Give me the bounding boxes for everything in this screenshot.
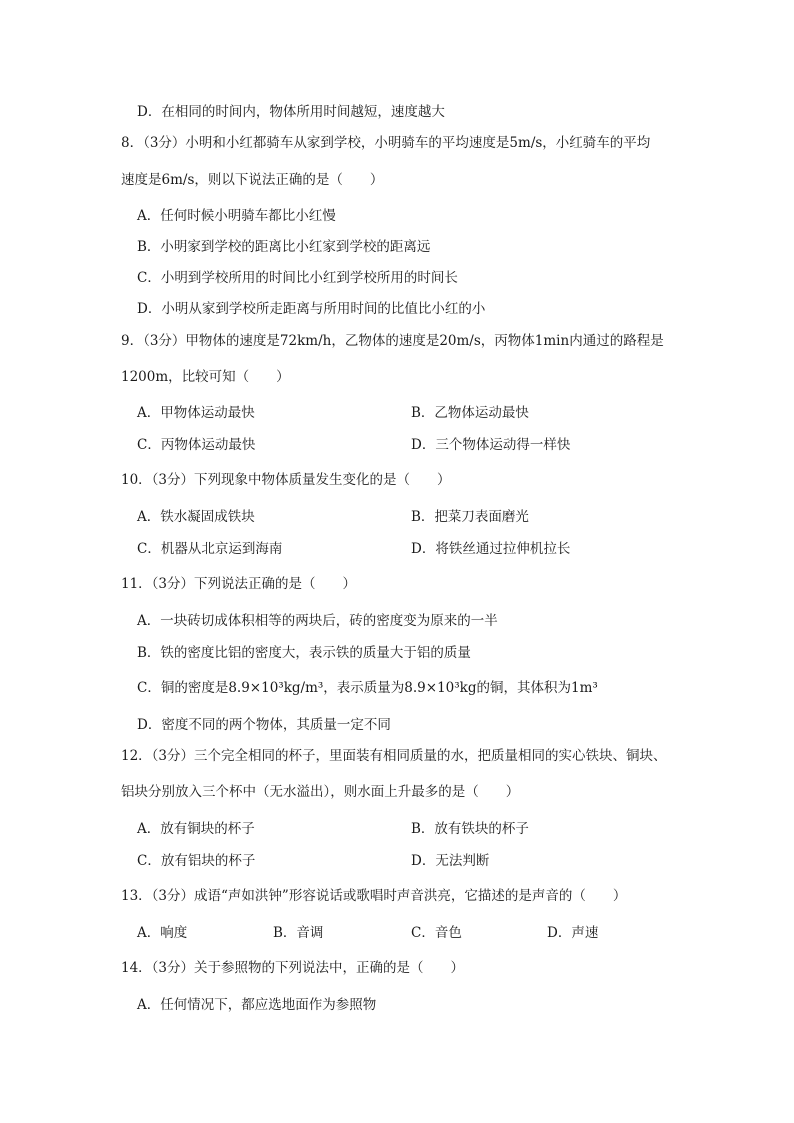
q11-option-b[interactable]: B．铁的密度比铝的密度大，表示铁的质量大于铝的质量 — [137, 645, 471, 661]
q10-option-c[interactable]: C．机器从北京运到海南 — [137, 541, 283, 557]
q12-option-a[interactable]: A．放有铜块的杯子 — [137, 821, 255, 837]
q9-option-c[interactable]: C．丙物体运动最快 — [137, 437, 256, 453]
q10-option-b[interactable]: B．把菜刀表面磨光 — [411, 509, 529, 525]
q13-stem: 13．（3分）成语“声如洪钟”形容说话或歌唱时声音洪亮，它描述的是声音的（ ） — [121, 888, 627, 904]
q11-option-a[interactable]: A．一块砖切成体积相等的两块后，砖的密度变为原来的一半 — [137, 613, 498, 629]
q8-option-a[interactable]: A．任何时候小明骑车都比小红慢 — [137, 208, 336, 224]
q8-option-b[interactable]: B．小明家到学校的距离比小红家到学校的距离远 — [137, 239, 431, 255]
q13-option-d[interactable]: D．声速 — [547, 925, 599, 941]
q13-option-c[interactable]: C．音色 — [411, 925, 462, 941]
q9-option-d[interactable]: D．三个物体运动得一样快 — [411, 437, 571, 453]
q10-option-d[interactable]: D．将铁丝通过拉伸机拉长 — [411, 541, 571, 557]
q14-option-a[interactable]: A．任何情况下，都应选地面作为参照物 — [137, 997, 377, 1013]
q12-option-b[interactable]: B．放有铁块的杯子 — [411, 821, 529, 837]
q11-stem: 11．（3分）下列说法正确的是（ ） — [121, 576, 357, 592]
q7-option-d[interactable]: D．在相同的时间内，物体所用时间越短，速度越大 — [137, 104, 445, 120]
q12-stem-line1: 12．（3分）三个完全相同的杯子，里面装有相同质量的水，把质量相同的实心铁块、铜块、 — [121, 748, 667, 764]
q13-option-b[interactable]: B．音调 — [273, 925, 324, 941]
q8-stem-line2: 速度是6m/s，则以下说法正确的是（ ） — [121, 172, 384, 188]
q8-option-c[interactable]: C．小明到学校所用的时间比小红到学校所用的时间长 — [137, 270, 458, 286]
q8-option-d[interactable]: D．小明从家到学校所走距离与所用时间的比值比小红的小 — [137, 301, 486, 317]
q12-option-d[interactable]: D．无法判断 — [411, 853, 490, 869]
q9-option-a[interactable]: A．甲物体运动最快 — [137, 405, 255, 421]
q10-stem: 10．（3分）下列现象中物体质量发生变化的是（ ） — [121, 472, 451, 488]
q11-option-c[interactable]: C．铜的密度是8.9×10³kg/m³，表示质量为8.9×10³kg的铜，其体积为1m³ — [137, 680, 598, 696]
q9-stem-line1: 9．（3分）甲物体的速度是72km/h，乙物体的速度是20m/s，丙物体1min内通过的路程是 — [121, 333, 664, 349]
q10-option-a[interactable]: A．铁水凝固成铁块 — [137, 509, 255, 525]
q9-stem-line2: 1200m，比较可知（ ） — [121, 369, 290, 385]
q9-option-b[interactable]: B．乙物体运动最快 — [411, 405, 529, 421]
q13-option-a[interactable]: A．响度 — [137, 925, 188, 941]
q12-option-c[interactable]: C．放有铝块的杯子 — [137, 853, 256, 869]
q12-stem-line2: 铝块分别放入三个杯中（无水溢出），则水面上升最多的是（ ） — [121, 784, 520, 800]
q11-option-d[interactable]: D．密度不同的两个物体，其质量一定不同 — [137, 717, 391, 733]
q14-stem: 14．（3分）关于参照物的下列说法中，正确的是（ ） — [121, 960, 465, 976]
q8-stem-line1: 8．（3分）小明和小红都骑车从家到学校，小明骑车的平均速度是5m/s，小红骑车的平均 — [121, 135, 651, 151]
